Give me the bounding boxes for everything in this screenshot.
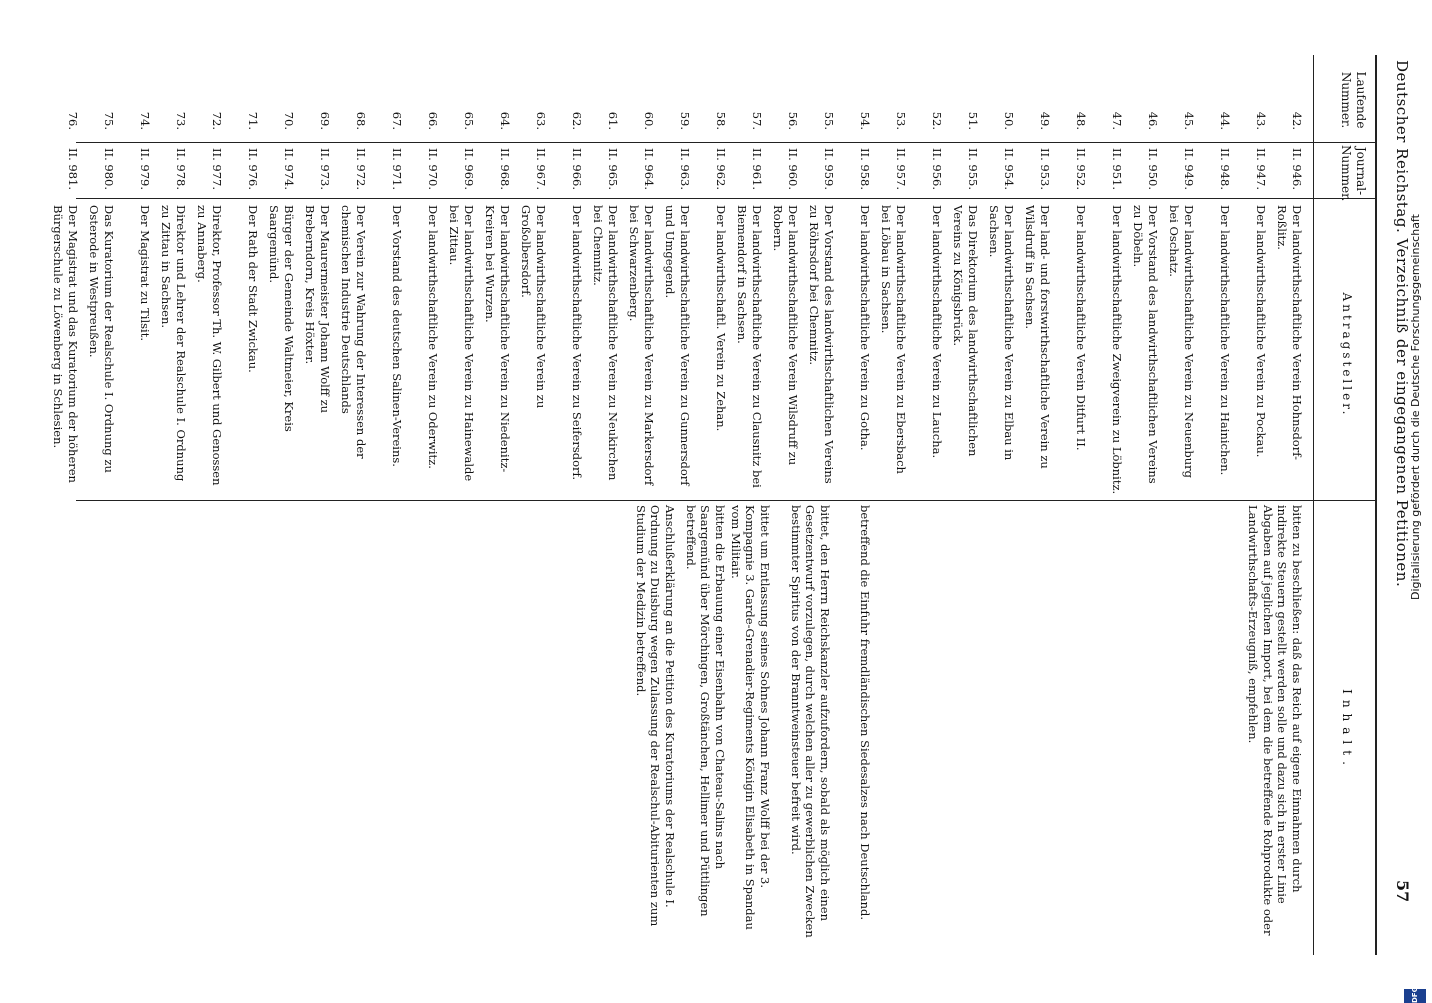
row-laufende-nummer: 56. [786,111,800,130]
row-journal-nummer: II. 968. [498,148,512,191]
row-journal-nummer: II. 976. [246,148,260,191]
row-journal-nummer: II. 979. [138,148,152,191]
row-laufende-nummer: 64. [498,111,512,130]
row-antragsteller: Der landwirthschaftliche Verein zu Hainewalde bei Zittau. [447,205,476,482]
column-divider-3 [76,500,1376,501]
row-antragsteller: Direktor und Lehrer der Realschule I. Ordnung zu Zittau in Sachsen. [159,205,188,482]
row-laufende-nummer: 50. [1002,111,1016,130]
row-laufende-nummer: 63. [534,111,548,130]
row-journal-nummer: II. 946. [1290,148,1304,191]
inhalt-realschule: Anschlußerklärung an die Petition des Kuratoriums der Realschule I. Ordnung zu Duisburg wegen Zulassung der Realschul-Abiturienten zum Studium der Medizin betreffend. [633,505,677,927]
row-laufende-nummer: 49. [1038,111,1052,130]
column-divider-2 [76,198,1376,199]
row-antragsteller: Der landwirthschaftliche Verein zu Laucha. [930,205,944,459]
row-journal-nummer: II. 950. [1146,148,1160,191]
row-journal-nummer: II. 955. [966,148,980,191]
digitization-credit: Digitalisierung gefördert durch die Deutsche Forschungsgemeinschaft [1409,214,1422,600]
row-laufende-nummer: 69. [318,111,332,130]
row-journal-nummer: II. 951. [1110,148,1124,191]
row-laufende-nummer: 66. [426,111,440,130]
row-antragsteller: Der landwirthschaftliche Verein zu Clausnitz bei Biemendorf in Sachsen. [735,205,764,488]
column-header-inhalt: Inhalt. [1340,689,1354,771]
row-laufende-nummer: 72. [210,111,224,130]
inhalt-agrar: bitten zu beschließen: daß das Reich auf eigene Einnahmen durch indirekte Steuern gestellt werden solle und dazu sich in erster Linie Abgaben auf jeglichen Import, bei dem die betreffende Rohprodukte oder Landwirthschafts-Erzeugniß, empfehlen. [1246,505,1304,936]
row-laufende-nummer: 43. [1254,111,1268,130]
row-laufende-nummer: 51. [966,111,980,130]
row-antragsteller: Der Vorstand des landwirthschaftlichen Vereins zu Röhrsdorf bei Chemnitz. [807,205,836,484]
row-antragsteller: Das Kuratorium der Realschule I. Ordnung zu Osterode in Westpreußen. [87,205,116,473]
row-laufende-nummer: 45. [1182,111,1196,130]
row-journal-nummer: II. 960. [786,148,800,191]
row-laufende-nummer: 54. [858,111,872,130]
row-antragsteller: Der landwirthschaftliche Verein Ditfurt II. [1074,205,1088,451]
row-antragsteller: Der landwirthschaftliche Verein zu Großolbersdorf. [519,205,548,409]
inhalt-chemie: bittet, den Herrn Reichskanzler aufzufordern, sobald als möglich einen Gesetzentwurf vorzulegen, durch welchen aller zu gewerblichen Zwecken bestimmter Spiritus von der Branntweinsteuer befreit wird. [788,505,832,938]
row-laufende-nummer: 71. [246,111,260,130]
row-laufende-nummer: 67. [390,111,404,130]
row-journal-nummer: II. 948. [1218,148,1232,191]
row-laufende-nummer: 55. [822,111,836,130]
row-laufende-nummer: 58. [714,111,728,130]
row-laufende-nummer: 61. [606,111,620,130]
row-laufende-nummer: 53. [894,111,908,130]
row-laufende-nummer: 52. [930,111,944,130]
row-journal-nummer: II. 970. [426,148,440,191]
dfg-logo: DFG [1404,989,1426,1003]
column-header-antragsteller: Antragsteller. [1340,292,1354,418]
row-laufende-nummer: 76. [66,111,80,130]
row-laufende-nummer: 65. [462,111,476,130]
row-laufende-nummer: 74. [138,111,152,130]
row-antragsteller: Der Rath der Stadt Zwickau. [246,205,260,373]
row-journal-nummer: II. 981. [66,148,80,191]
row-antragsteller: Der landwirthschaftliche Verein zu Oderwitz. [426,205,440,469]
row-journal-nummer: II. 958. [858,148,872,191]
inhalt-wolff: bittet um Entlassung seines Sohnes Johann Franz Wolff bei der 3. Kompagnie 3. Garde-Grenadier-Regiments Königin Elisabeth in Spandau vom Militair. [728,505,772,930]
row-journal-nummer: II. 952. [1074,148,1088,191]
row-journal-nummer: II. 947. [1254,148,1268,191]
row-antragsteller: Der landwirthschaftliche Verein zu Elbau in Sachsen. [987,205,1016,461]
row-antragsteller: Der Vorstand des landwirthschaftlichen Vereins zu Döbeln. [1131,205,1160,484]
row-journal-nummer: II. 977. [210,148,224,191]
row-journal-nummer: II. 962. [714,148,728,191]
row-journal-nummer: II. 967. [534,148,548,191]
row-journal-nummer: II. 972. [354,148,368,191]
inhalt-salinen: betreffend die Einfuhr fremdländischen Siedesalzes nach Deutschland. [858,505,872,921]
row-journal-nummer: II. 978. [174,148,188,191]
row-journal-nummer: II. 963. [678,148,692,191]
row-laufende-nummer: 73. [174,111,188,130]
row-antragsteller: Der Magistrat und das Kuratorium der höheren Bürgerschule zu Löwenberg in Schlesien. [51,205,80,483]
header-rule [1313,55,1314,955]
row-antragsteller: Der landwirthschaftliche Verein zu Markersdorf bei Schwarzenberg. [627,205,656,486]
row-journal-nummer: II. 964. [642,148,656,191]
row-antragsteller: Bürger der Gemeinde Waltmeier, Kreis Saargemünd. [267,205,296,432]
row-laufende-nummer: 62. [570,111,584,130]
row-antragsteller: Der landwirthschaftliche Verein zu Gotha. [858,205,872,451]
header-title: Deutscher Reichstag. Verzeichniß der eingegangenen Petitionen. [1393,60,1411,588]
row-journal-nummer: II. 969. [462,148,476,191]
row-journal-nummer: II. 953. [1038,148,1052,191]
row-antragsteller: Der landwirthschaftliche Verein zu Pockau. [1254,205,1268,458]
row-antragsteller: Der landwirthschaftl. Verein zu Zehan. [714,205,728,432]
page-number: 57 [1393,880,1412,903]
row-laufende-nummer: 44. [1218,111,1232,130]
row-laufende-nummer: 59. [678,111,692,130]
row-laufende-nummer: 68. [354,111,368,130]
row-laufende-nummer: 70. [282,111,296,130]
row-antragsteller: Der Vorstand des deutschen Salinen-Vereins. [390,205,404,467]
row-journal-nummer: II. 980. [102,148,116,191]
row-journal-nummer: II. 957. [894,148,908,191]
row-antragsteller: Der landwirthschaftliche Verein zu Gunnersdorf und Umgegend. [663,205,692,486]
row-laufende-nummer: 75. [102,111,116,130]
row-antragsteller: Der landwirthschaftliche Zweigverein zu Löbnitz. [1110,205,1124,495]
row-antragsteller: Der Verein zur Wahrung der Interessen der chemischen Industrie Deutschlands [339,205,368,459]
row-laufende-nummer: 42. [1290,111,1304,130]
column-divider-1 [76,142,1376,143]
row-laufende-nummer: 48. [1074,111,1088,130]
row-antragsteller: Der Maurermeister Johann Wolff zu Breberndorn, Kreis Höxter. [303,205,332,414]
row-antragsteller: Der landwirthschaftliche Verein zu Hainichen. [1218,205,1232,476]
row-journal-nummer: II. 949. [1182,148,1196,191]
row-antragsteller: Direktor, Professor Th. W. Gilbert und Genossen zu Annaberg. [195,205,224,486]
row-journal-nummer: II. 961. [750,148,764,191]
column-header-laufende: Laufende Nummer. [1339,71,1368,129]
row-journal-nummer: II. 959. [822,148,836,191]
row-journal-nummer: II. 971. [390,148,404,191]
row-antragsteller: Der landwirthschaftliche Verein Wilsdruff zu Robern. [771,205,800,466]
row-antragsteller: Der landwirthschaftliche Verein Hohnsdorf-Roßlitz. [1275,205,1304,460]
row-journal-nummer: II. 965. [606,148,620,191]
row-antragsteller: Der Magistrat zu Tilsit. [138,205,152,342]
row-antragsteller: Das Direktorium des landwirthschaftlichen Vereins zu Königsbrück. [951,205,980,457]
inhalt-bahn: bitten die Erbauung einer Eisenbahn von Chateau-Salins nach Saargemünd über Mörchingen, Großtänchen, Hellimer und Püttlingen betreffend. [683,505,727,917]
row-laufende-nummer: 60. [642,111,656,130]
row-antragsteller: Der land- und forstwirthschaftliche Verein zu Wilsdruff in Sachsen. [1023,205,1052,469]
row-antragsteller: Der landwirthschaftliche Verein zu Seifersdorf. [570,205,584,481]
row-journal-nummer: II. 956. [930,148,944,191]
row-antragsteller: Der landwirthschaftliche Verein zu Neukirchen bei Chemnitz. [591,205,620,481]
column-header-journal: Journal- Nummer. [1339,145,1368,202]
row-antragsteller: Der landwirthschaftliche Verein zu Ebersbach bei Löbau in Sachsen. [879,205,908,474]
row-journal-nummer: II. 954. [1002,148,1016,191]
row-antragsteller: Der landwirthschaftliche Verein zu Neuenburg bei Oschatz. [1167,205,1196,479]
row-antragsteller: Der landwirthschaftliche Verein zu Niedenitz-Kreiren bei Wurzen. [483,205,512,473]
row-laufende-nummer: 46. [1146,111,1160,130]
row-journal-nummer: II. 973. [318,148,332,191]
row-laufende-nummer: 47. [1110,111,1124,130]
row-laufende-nummer: 57. [750,111,764,130]
row-journal-nummer: II. 974. [282,148,296,191]
row-journal-nummer: II. 966. [570,148,584,191]
top-rule [1375,55,1377,955]
